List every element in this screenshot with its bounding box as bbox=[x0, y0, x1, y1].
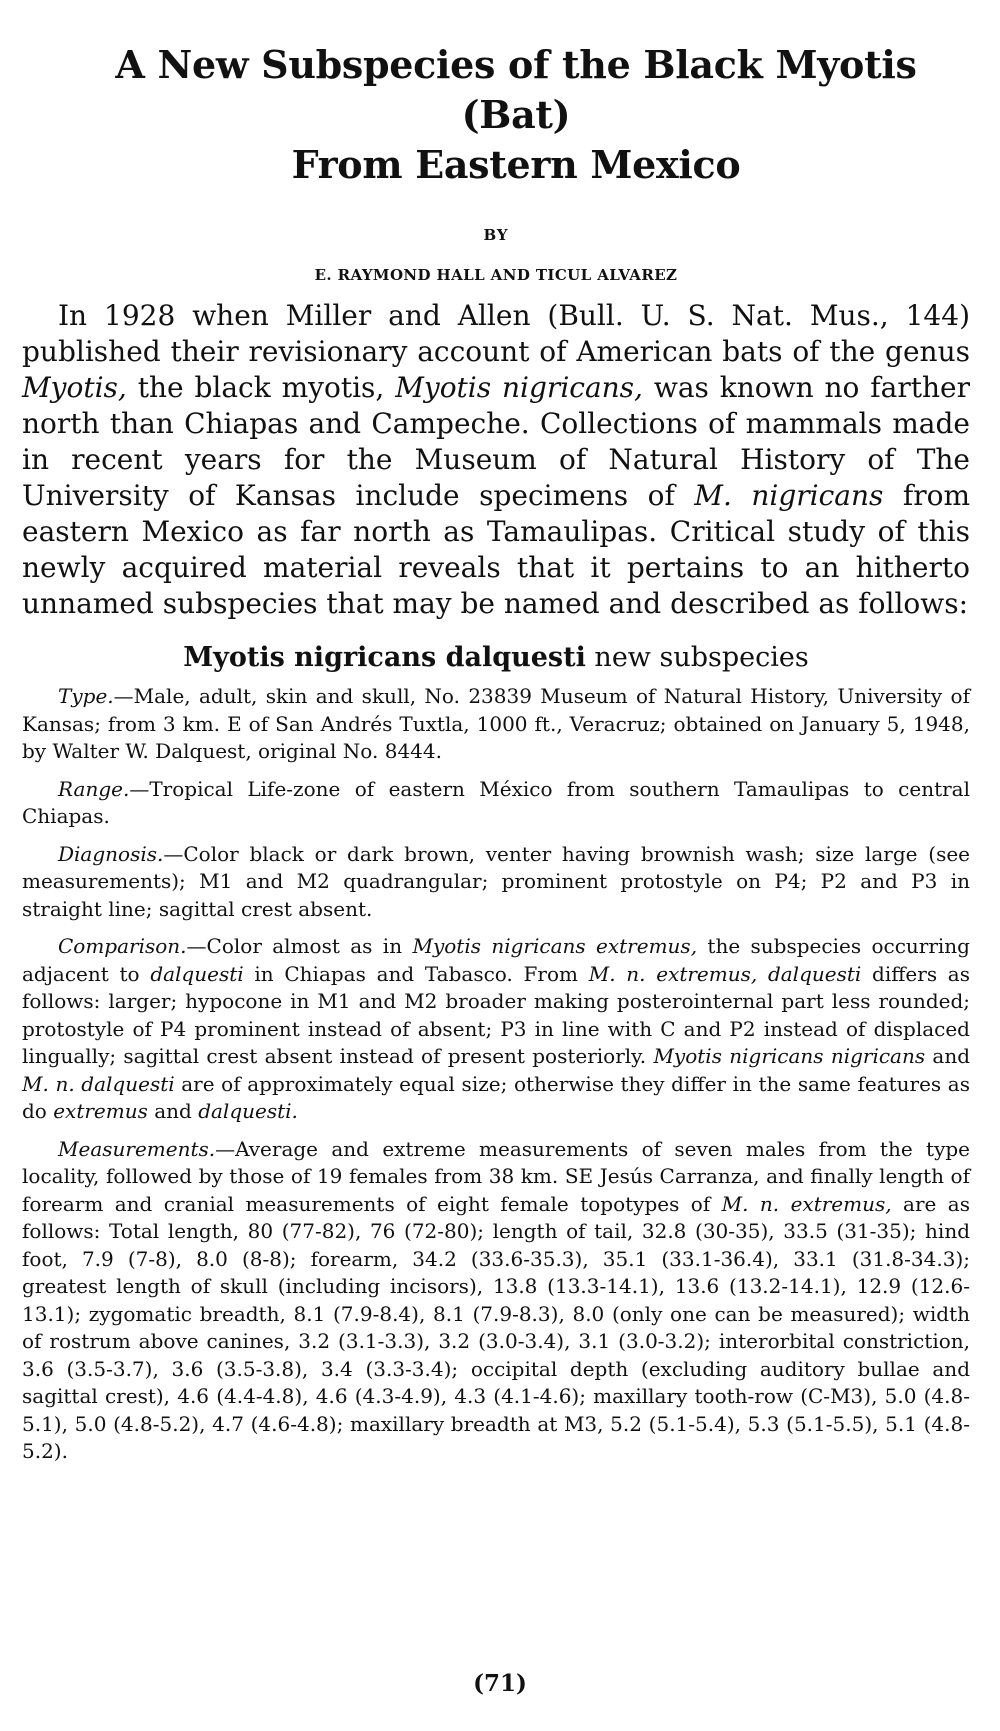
comparison-italic-4: Myotis nigricans nigricans bbox=[653, 1044, 926, 1068]
range-label: Range. bbox=[58, 776, 130, 801]
type-section bbox=[22, 683, 970, 766]
measurements-italic-1: M. n. extremus, bbox=[721, 1191, 892, 1216]
comparison-italic-5: M. n. dalquesti bbox=[22, 1071, 175, 1096]
range-text: —Tropical Life-zone of eastern México from southern Tamaulipas to central Chiapas. bbox=[22, 776, 970, 828]
comparison-text-2: the subspecies occurring adjacent to bbox=[22, 934, 970, 986]
intro-text-1: In 1928 when Miller and Allen (Bull. U. S. Nat. Mus., 144) published their revisionary account of American bats of the genus bbox=[22, 299, 970, 368]
article-title bbox=[62, 40, 970, 190]
comparison-text-1: —Color almost as in bbox=[186, 934, 413, 958]
page-number: (71) bbox=[473, 1670, 527, 1697]
type-label: Type. bbox=[58, 684, 114, 708]
intro-paragraph bbox=[22, 298, 970, 622]
measurements-text-2: are as follows: Total length, 80 (77-82), 76 (72-80); length of tail, 32.8 (30-35), 33.5 (31-35); hind foot, 7.9 (7-8), 8.0 (8-8); forearm, 34.2 (33.6-35.3), 35.1 (33.1-36.4), 33.1 (31.8-34.3); greatest length of skull (including incisors), 13.8 (13.3-14.1), 13.6 (13.2-14.1), 12.9 (12.6-13.1); zygomatic breadth, 8.1 (7.9-8.4), 8.1 (7.9-8.3), 8.0 (only one can be measured); width of rostrum above canines, 3.2 (3.1-3.3), 3.2 (3.0-3.4), 3.1 (3.0-3.2); interorbital constriction, 3.6 (3.5-3.7), 3.6 (3.5-3.8), 3.4 (3.3-3.4); occipital depth (excluding auditory bullae and sagittal crest), 4.6 (4.4-4.8), 4.6 (4.3-4.9), 4.3 (4.1-4.6); maxillary tooth-row (C-M3), 5.0 (4.8-5.1), 5.0 (4.8-5.2), 4.7 (4.6-4.8); maxillary breadth at M3, 5.2 (5.1-5.4), 5.3 (5.1-5.5), 5.1 (4.8-5.2). bbox=[22, 1191, 970, 1463]
intro-text-2: the black myotis, bbox=[126, 371, 396, 404]
measurements-section bbox=[22, 1136, 970, 1466]
comparison-text-6: are of approximately equal size; otherwise they differ in the same features as do bbox=[22, 1071, 970, 1123]
comparison-italic-2: dalquesti bbox=[150, 961, 244, 986]
comparison-label: Comparison. bbox=[58, 934, 187, 958]
subspecies-suffix: new subspecies bbox=[585, 642, 809, 673]
intro-text-4: from eastern Mexico as far north as Tamaulipas. Critical study of this newly acquired material reveals that it pertains to an hitherto unnamed subspecies that may be named and described as follows: bbox=[22, 479, 971, 620]
comparison-text-3: in Chiapas and Tabasco. From bbox=[243, 961, 589, 986]
subspecies-name: Myotis nigricans dalquesti bbox=[183, 642, 586, 673]
measurements-text-1: —Average and extreme measurements of seven males from the type locality, followed by those of 19 females from 38 km. SE Jesús Carranza, and finally length of forearm and cranial measurements of eight female topotypes of bbox=[22, 1136, 970, 1216]
diagnosis-text: —Color black or dark brown, venter having brownish wash; size large (see measurements); M1 and M2 quadrangular; prominent protostyle on P4; P2 and P3 in straight line; sagittal crest absent. bbox=[22, 841, 970, 921]
subspecies-heading bbox=[22, 642, 970, 673]
intro-italic-1: Myotis, bbox=[22, 371, 127, 404]
intro-text-3: was known no farther north than Chiapas and Campeche. Collections of mammals made in recent years for the Museum of Natural History of The University of Kansas include specimens of bbox=[22, 371, 970, 512]
comparison-italic-1: Myotis nigricans extremus, bbox=[412, 934, 698, 958]
intro-italic-2: Myotis nigricans, bbox=[395, 371, 643, 404]
comparison-section bbox=[22, 933, 970, 1126]
type-text: —Male, adult, skin and skull, No. 23839 Museum of Natural History, University of Kansas; from 3 km. E of San Andrés Tuxtla, 1000 ft., Veracruz; obtained on January 5, 1948, by Walter W. Dalquest, original No. 8444. bbox=[22, 684, 970, 763]
range-section bbox=[22, 776, 970, 831]
comparison-italic-6: extremus bbox=[53, 1099, 148, 1123]
comparison-italic-7: dalquesti. bbox=[198, 1099, 298, 1123]
intro-italic-3: M. nigricans bbox=[694, 479, 884, 512]
diagnosis-label: Diagnosis. bbox=[58, 841, 164, 866]
comparison-text-4: differs as follows: larger; hypocone in M1 and M2 broader making posterointernal part less rounded; protostyle of P4 prominent instead of absent; P3 in line with C and P2 instead of displaced lingually; sagittal crest absent instead of present posteriorly. bbox=[22, 961, 970, 1068]
byline-authors: E. RAYMOND HALL AND TICUL ALVAREZ bbox=[314, 266, 678, 284]
byline-by: BY bbox=[483, 226, 509, 244]
comparison-text-7: and bbox=[147, 1099, 199, 1123]
diagnosis-section bbox=[22, 841, 970, 924]
title-line-1: A New Subspecies of the Black Myotis (Bat) bbox=[115, 42, 917, 137]
comparison-italic-3: M. n. extremus, dalquesti bbox=[588, 961, 862, 986]
comparison-text-5: and bbox=[925, 1044, 971, 1068]
measurements-label: Measurements. bbox=[58, 1136, 216, 1161]
title-line-2: From Eastern Mexico bbox=[291, 142, 741, 187]
